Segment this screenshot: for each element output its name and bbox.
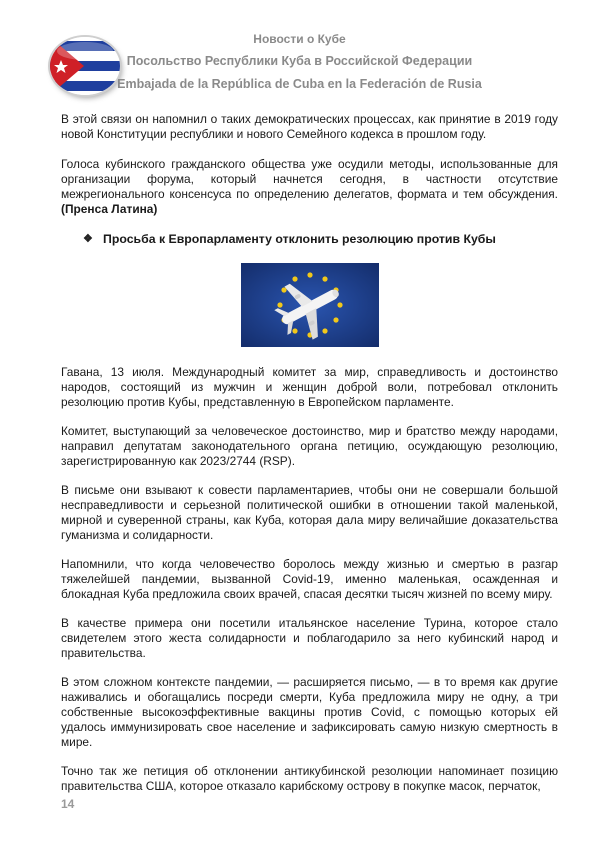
embassy-name-es: Embajada de la República de Cuba en la Federación de Rusia <box>117 77 482 91</box>
article-heading-text: Просьба к Европарламенту отклонить резолюцию против Кубы <box>103 232 496 246</box>
paragraph: В этой связи он напомнил о таких демократических процессах, как принятие в 2019 году новой Конституции республики и нового Семейного кодекса в прошлом году. <box>61 112 558 141</box>
news-source: (Пренса Латина) <box>61 202 158 216</box>
embassy-name-ru: Посольство Республики Куба в Российской Федерации <box>126 54 473 68</box>
paragraph: Гавана, 13 июля. Международный комитет за мир, справедливость и достоинство народов, состоящий из мужчин и женщин доброй воли, потребовал отклонить резолюцию против Кубы, представленную в Европейском парламенте. <box>61 365 558 409</box>
article-heading <box>61 232 558 247</box>
paragraph-text: Голоса кубинского гражданского общества уже осудили методы, использованные для организации форума, который начнется сегодня, в частности отсутствие межрегионального консенсуса по определению делегатов, формата и тем обсуждения. <box>61 157 558 201</box>
paragraph: Точно так же петиция об отклонении антикубинской резолюции напоминает позицию правительства США, которое отказало карибскому острову в покупке масок, перчаток, <box>61 764 558 793</box>
page-header <box>0 0 599 105</box>
paragraph: В качестве примера они посетили итальянское население Турина, которое стало свидетелем этого жеста солидарности и поблагодарило за него кубинский народ и правительства. <box>61 616 558 660</box>
paragraph: Комитет, выступающий за человеческое достоинство, мир и братство между народами, направил депутатам законодательного органа петицию, осуждающую резолюцию, зарегистрированную как 2023/2744 (RSP). <box>61 424 558 468</box>
airplane-eu-flag-photo <box>241 263 379 347</box>
paragraph <box>61 157 558 217</box>
paragraph: В этом сложном контексте пандемии, — расширяется письмо, — в то время как другие наживались и обогащались посреди смерти, Куба предложила миру не одну, а три собственные высокоэффективные вакцины против Covid, с помощью которых ей удалось иммунизировать свое население и зафиксировать самую низкую смертность в мире. <box>61 675 558 749</box>
newsletter-title: Новости о Кубе <box>253 32 346 46</box>
article-body <box>61 112 558 794</box>
diamond-bullet-icon: ❖ <box>83 233 93 245</box>
paragraph: В письме они взывают к совести парламентариев, чтобы они не совершали большой несправедливости и серьезной политической ошибки в отношении такой маленькой, мирной и суверенной страны, как Куба, которая дала миру величайшие доказательства гуманизма и солидарности. <box>61 483 558 542</box>
paragraph: Напомнили, что когда человечество боролось между жизнью и смертью в разгар тяжелейшей пандемии, вызванной Covid-19, именно маленькая, осажденная и блокадная Куба предложила своих врачей, спасая десятки тысяч жизней по всему миру. <box>61 557 558 601</box>
page-number: 14 <box>61 797 75 811</box>
